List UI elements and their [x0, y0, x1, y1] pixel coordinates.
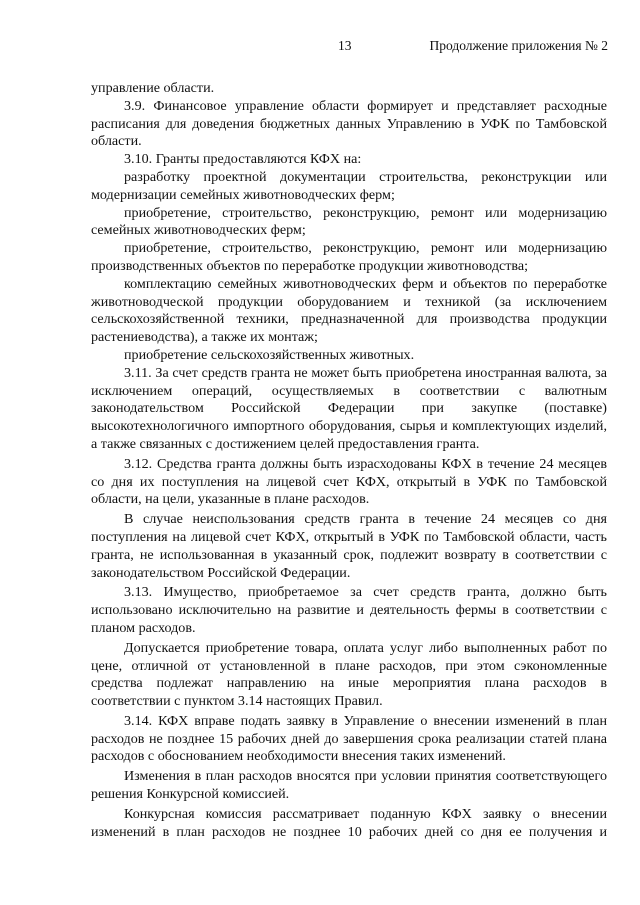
paragraph-9: 3.11. За счет средств гранта не может быть приобретена иностранная валюта, за исключением операций, осуществляемых в соответствии с валютным законодательством Российской Федерации при закупке (поставке) высокотехнологичного импортного оборудования, сырья и комплектующих изделий, а также связанных с достижением целей предоставления гранта. [91, 364, 607, 452]
paragraph-8: приобретение сельскохозяйственных животных. [124, 346, 415, 363]
paragraph-15: Изменения в план расходов вносятся при условии принятия соответствующего решения Конкурсной комиссией. [91, 768, 607, 803]
page-number: 13 [338, 38, 352, 53]
document-body [91, 80, 607, 841]
paragraph-6: приобретение, строительство, реконструкцию, ремонт или модернизацию производственных объектов по переработке продукции животноводства; [91, 240, 607, 274]
paragraph-10: 3.12. Средства гранта должны быть израсходованы КФХ в течение 24 месяцев со дня их поступления на лицевой счет КФХ, открытый в УФК по Тамбовской области, на цели, указанные в плане расходов. [91, 455, 607, 508]
paragraph-4: разработку проектной документации строительства, реконструкции или модернизации семейных животноводческих ферм; [91, 168, 607, 203]
paragraph-13: Допускается приобретение товара, оплата услуг либо выполненных работ по цене, отличной от установленной в плане расходов, при этом сэкономленные средства подлежат направлению на иные мероприятия плана расходов в соответствии с пунктом 3.14 настоящих Правил. [91, 639, 607, 710]
paragraph-11: В случае неиспользования средств гранта в течение 24 месяцев со дня поступления на лицевой счет КФХ, открытый в УФК по Тамбовской области, часть гранта, не использованная в указанный срок, подлежит возврату в соответствии с законодательством Российской Федерации. [91, 511, 607, 581]
paragraph-2: 3.9. Финансовое управление области формирует и представляет расходные расписания для доведения бюджетных данных Управлению в УФК по Тамбовской области. [91, 97, 607, 150]
page-header [0, 38, 640, 56]
paragraph-1: управление области. [91, 80, 215, 96]
paragraph-5: приобретение, строительство, реконструкцию, ремонт или модернизацию семейных животноводческих ферм; [91, 204, 607, 239]
paragraph-16: Конкурсная комиссия рассматривает поданную КФХ заявку о внесении изменений в план расходов не позднее 10 рабочих дней со дня ее получения и [91, 805, 607, 840]
paragraph-12: 3.13. Имущество, приобретаемое за счет средств гранта, должно быть использовано исключительно на развитие и деятельность фермы в соответствии с планом расходов. [91, 584, 607, 636]
paragraph-14: 3.14. КФХ вправе подать заявку в Управление о внесении изменений в план расходов не позднее 15 рабочих дней до завершения срока реализации статей плана расходов с обоснованием необходимости внесения таких изменений. [91, 712, 607, 765]
paragraph-3: 3.10. Гранты предоставляются КФХ на: [124, 151, 362, 168]
paragraph-7: комплектацию семейных животноводческих ферм и объектов по переработке животноводческой продукции оборудованием и техникой (за исключением сельскохозяйственной техники, предназначенной для производства продукции растениеводства), а также их монтаж; [91, 275, 607, 346]
appendix-label: Продолжение приложения № 2 [429, 38, 608, 53]
